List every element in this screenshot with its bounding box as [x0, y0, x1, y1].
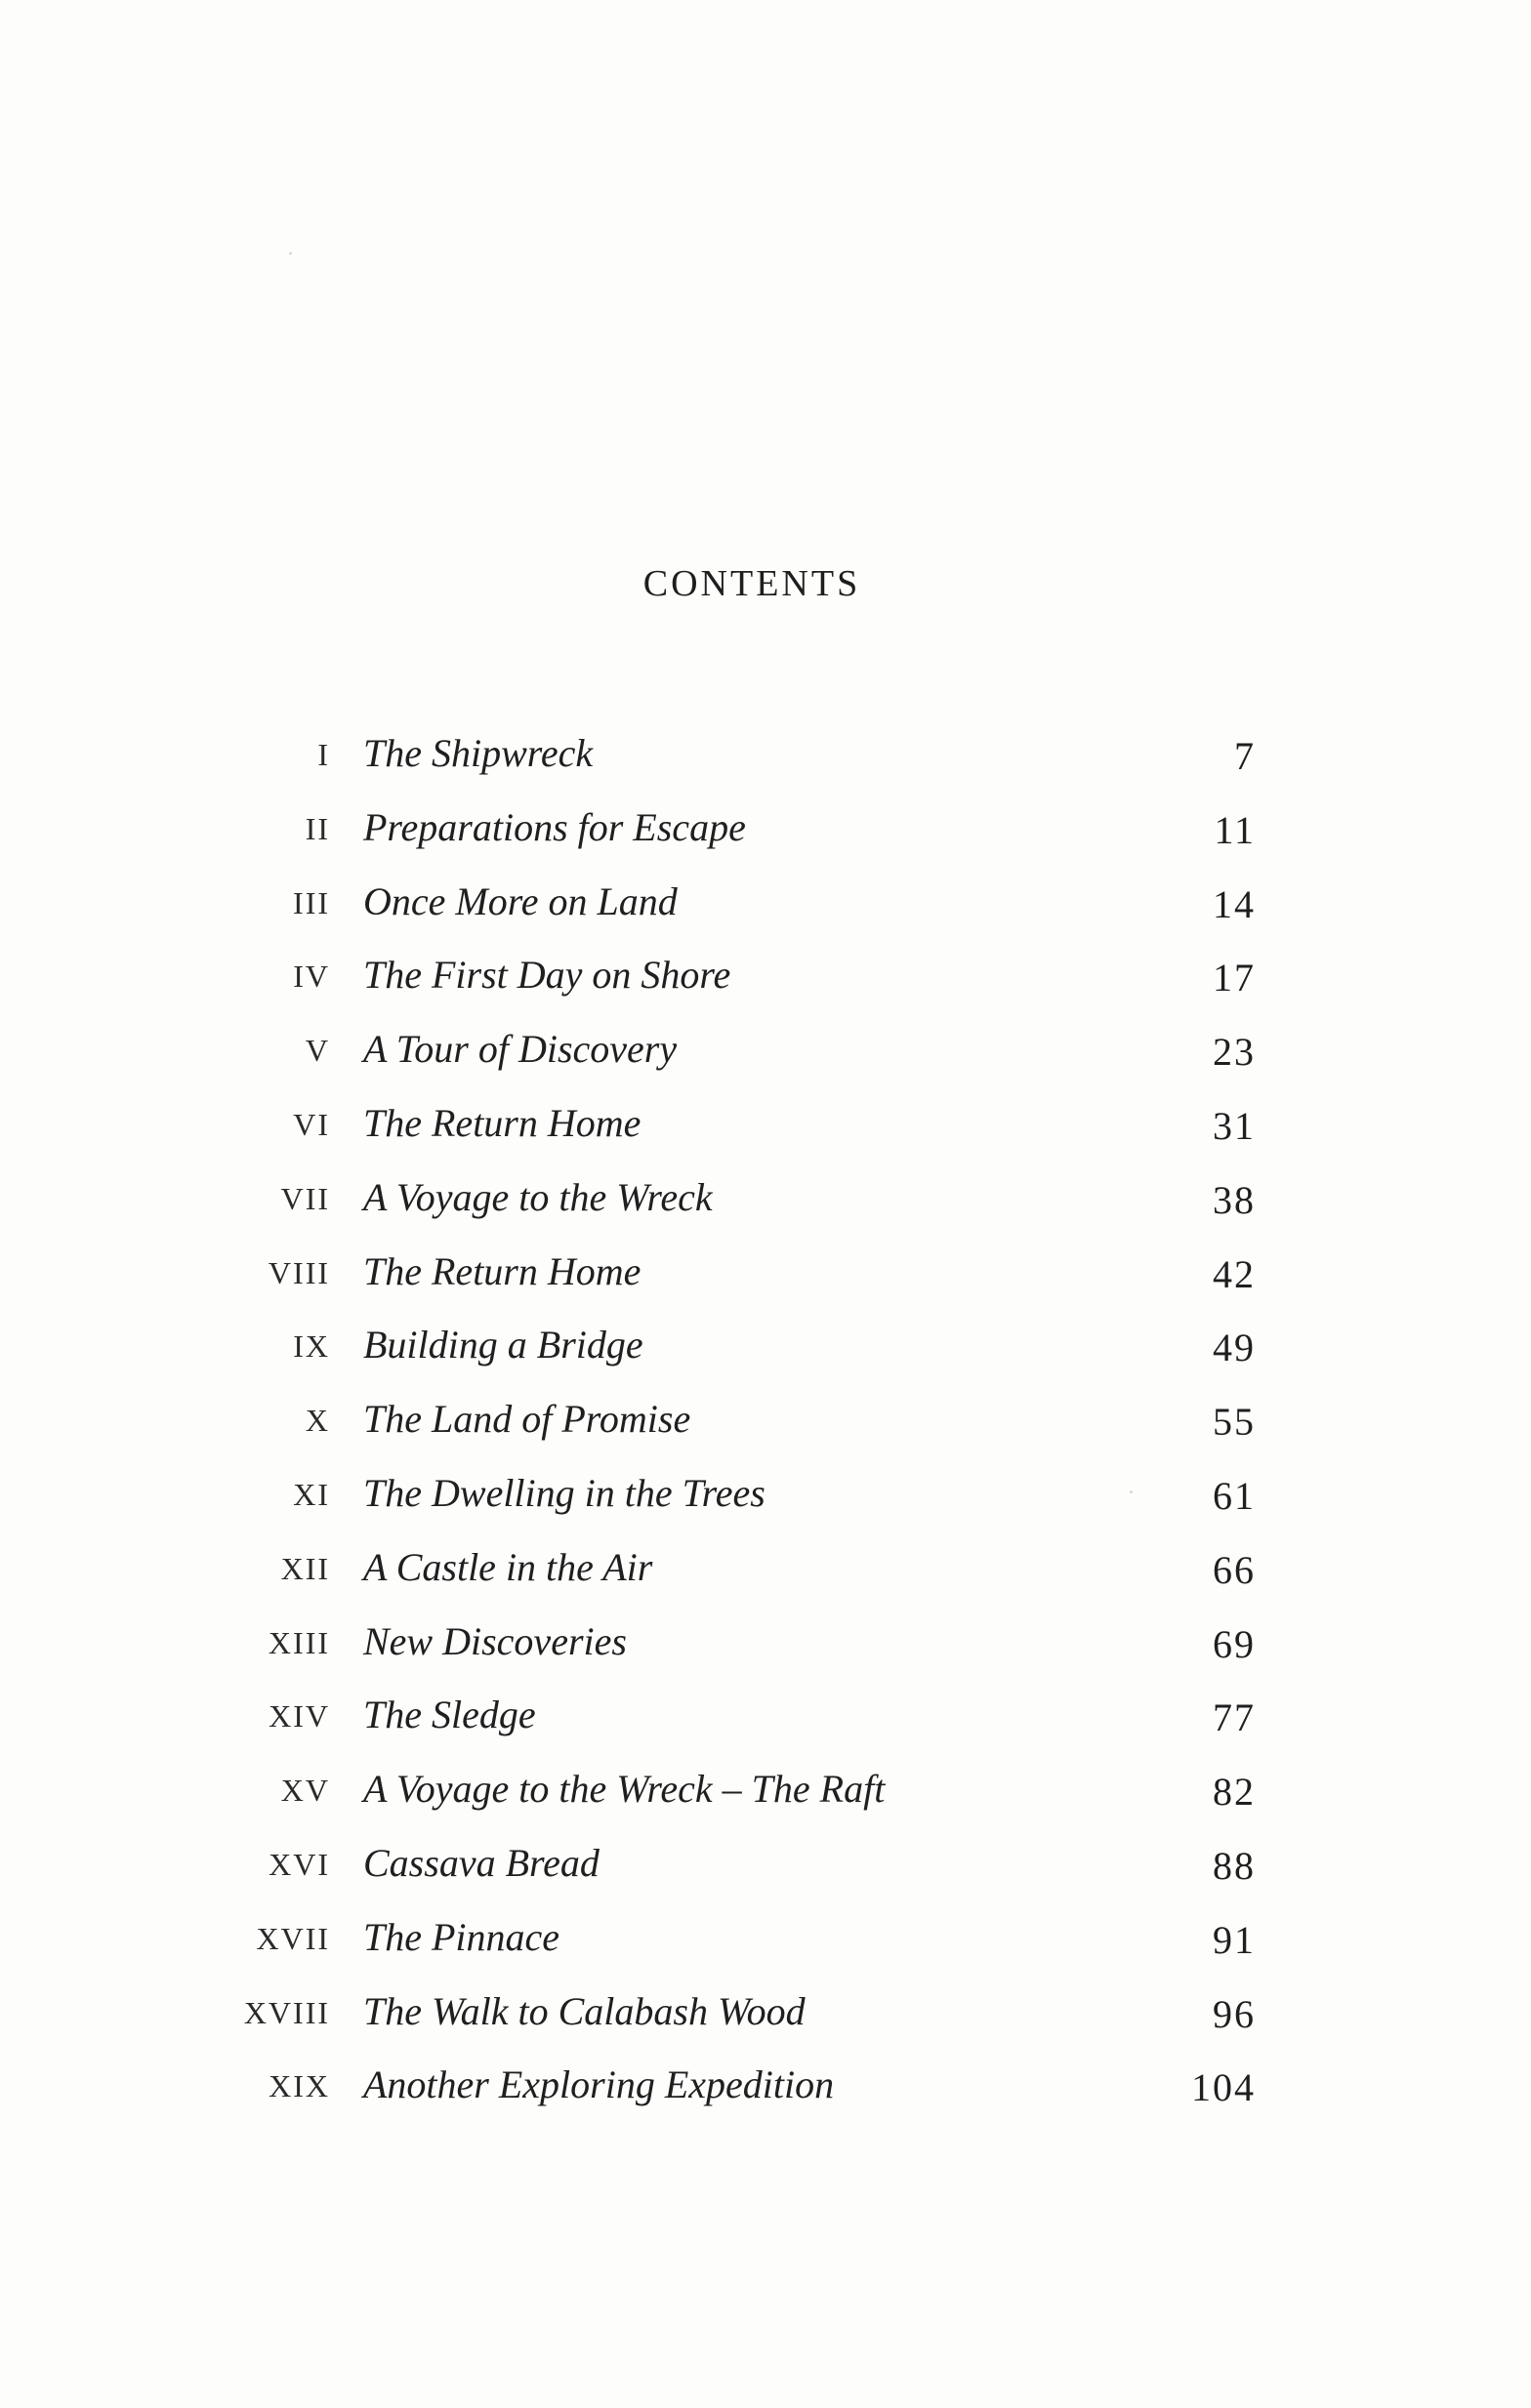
- page-number: 91: [1213, 1917, 1256, 1962]
- toc-row: [0, 726, 1531, 800]
- chapter-number: VII: [280, 1180, 330, 1216]
- chapter-number: XV: [280, 1773, 330, 1809]
- toc-row: [0, 1022, 1531, 1096]
- page-number: 11: [1214, 807, 1256, 852]
- chapter-number: XIV: [269, 1698, 330, 1735]
- toc-row: [0, 1614, 1531, 1689]
- chapter-number: XVIII: [243, 1994, 330, 2030]
- page-number: 17: [1213, 956, 1256, 1000]
- toc-row: [0, 948, 1531, 1022]
- chapter-number: X: [305, 1403, 330, 1439]
- chapter-number: II: [305, 810, 330, 846]
- chapter-number: XVII: [256, 1920, 330, 1956]
- chapter-number: XVI: [269, 1846, 330, 1882]
- page-number: 49: [1213, 1326, 1256, 1370]
- page-number: 96: [1213, 1991, 1256, 2036]
- chapter-title: The Dwelling in the Trees: [363, 1470, 766, 1515]
- chapter-title: A Voyage to the Wreck – The Raft: [363, 1767, 886, 1812]
- toc-row: [0, 1836, 1531, 1910]
- page-number: 104: [1191, 2065, 1256, 2110]
- toc-row: [0, 1318, 1531, 1392]
- chapter-title: The Shipwreck: [363, 731, 594, 775]
- toc-row: [0, 1910, 1531, 1984]
- chapter-title: The Sledge: [363, 1693, 536, 1737]
- chapter-title: The Land of Promise: [363, 1397, 691, 1442]
- toc-row: [0, 1540, 1531, 1614]
- page-number: 82: [1213, 1770, 1256, 1815]
- chapter-number: VI: [293, 1106, 330, 1142]
- chapter-title: Cassava Bread: [363, 1840, 600, 1885]
- chapter-title: A Tour of Discovery: [363, 1027, 678, 1072]
- chapter-title: Another Exploring Expedition: [363, 2062, 835, 2107]
- page-number: 31: [1213, 1103, 1256, 1148]
- chapter-number: V: [305, 1033, 330, 1069]
- chapter-number: III: [293, 884, 330, 920]
- toc-row: [0, 1245, 1531, 1319]
- chapter-title: New Discoveries: [363, 1618, 627, 1663]
- page-number: 77: [1213, 1695, 1256, 1740]
- table-of-contents: [0, 726, 1531, 2132]
- chapter-title: The First Day on Shore: [363, 953, 731, 998]
- chapter-number: XIX: [269, 2068, 330, 2104]
- chapter-number: VIII: [268, 1254, 330, 1290]
- chapter-title: The Return Home: [363, 1248, 641, 1293]
- page-number: 23: [1213, 1030, 1256, 1075]
- toc-row: [0, 1392, 1531, 1466]
- page-number: 42: [1213, 1251, 1256, 1296]
- chapter-number: XI: [293, 1476, 330, 1512]
- toc-row: [0, 800, 1531, 875]
- chapter-number: I: [317, 737, 330, 772]
- chapter-number: IX: [293, 1328, 330, 1365]
- toc-row: [0, 1984, 1531, 2059]
- toc-row: [0, 2058, 1531, 2132]
- chapter-title: The Return Home: [363, 1100, 641, 1145]
- page-number: 38: [1213, 1177, 1256, 1222]
- toc-row: [0, 1170, 1531, 1245]
- page-number: 55: [1213, 1400, 1256, 1445]
- toc-row: [0, 1688, 1531, 1762]
- chapter-title: The Walk to Calabash Wood: [363, 1988, 806, 2033]
- page-number: 61: [1213, 1473, 1256, 1518]
- chapter-title: Building a Bridge: [363, 1323, 643, 1367]
- chapter-title: Once More on Land: [363, 878, 678, 923]
- chapter-number: IV: [293, 959, 330, 995]
- chapter-title: Preparations for Escape: [363, 804, 746, 849]
- contents-heading: CONTENTS: [642, 563, 861, 604]
- chapter-number: XIII: [268, 1624, 330, 1660]
- toc-row: [0, 1762, 1531, 1836]
- toc-row: [0, 875, 1531, 949]
- toc-row: [0, 1466, 1531, 1540]
- page-number: 14: [1213, 881, 1256, 926]
- toc-row: [0, 1096, 1531, 1170]
- chapter-title: A Castle in the Air: [363, 1544, 653, 1589]
- chapter-number: XII: [280, 1550, 330, 1586]
- paper-speck: [289, 252, 292, 255]
- chapter-title: The Pinnace: [363, 1914, 560, 1959]
- chapter-title: A Voyage to the Wreck: [363, 1174, 713, 1219]
- page-number: 69: [1213, 1621, 1256, 1666]
- page-number: 88: [1213, 1843, 1256, 1888]
- page-number: 7: [1234, 734, 1256, 778]
- page-number: 66: [1213, 1547, 1256, 1592]
